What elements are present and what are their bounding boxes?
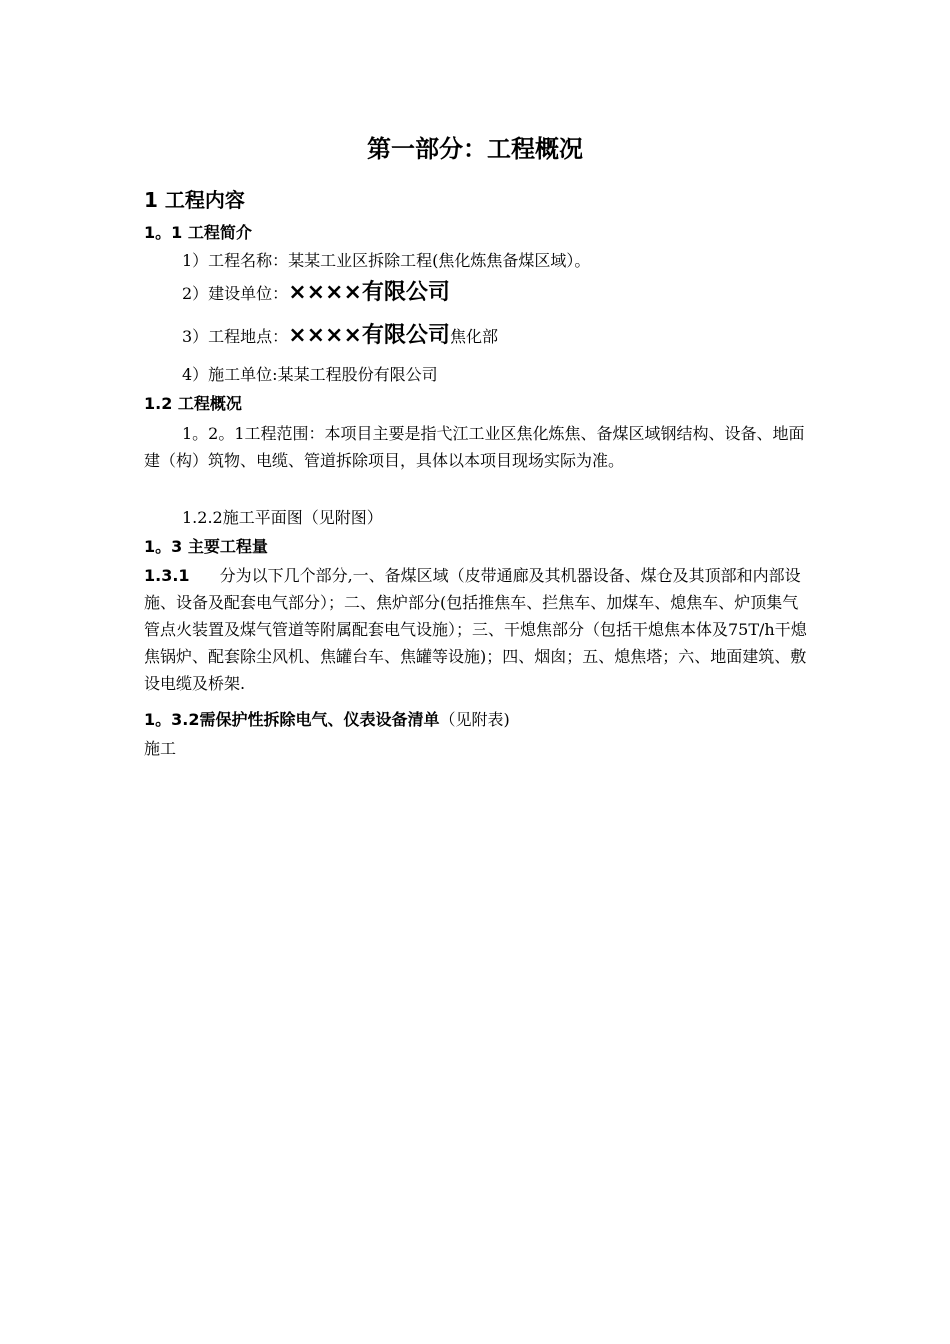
quantities-paragraph: [144, 562, 809, 697]
equipment-list-line: [144, 709, 510, 731]
section-heading-1-2: 1.2 工程概况: [144, 394, 242, 413]
project-name-line: 1）工程名称：某某工业区拆除工程(焦化炼焦备煤区域）。: [182, 251, 591, 270]
section-heading-1: 1 工程内容: [144, 188, 245, 212]
construction-unit-label: 2）建设单位：: [182, 284, 289, 303]
equipment-list-ref: （见附表): [439, 710, 510, 729]
site-plan-line: 1.2.2施工平面图（见附图）: [182, 508, 383, 527]
quantities-text: 分为以下几个部分,一、备煤区域（皮带通廊及其机器设备、煤仓及其顶部和内部设施、设备及配套电气部分）；二、焦炉部分(包括推焦车、拦焦车、加煤车、熄焦车、炉顶集气管点火装置及煤气管道等附属配套电气设施）；三、干熄焦部分（包括干熄焦本体及75T/h干熄焦锅炉、配套除尘风机、焦罐台车、焦罐等设施)；四、烟囱；五、熄焦塔；六、地面建筑、敷设电缆及桥架.: [144, 566, 807, 693]
section-heading-1-1: 1。1 工程简介: [144, 223, 252, 242]
equipment-list-title: 1。3.2需保护性拆除电气、仪表设备清单: [144, 710, 440, 729]
project-location-line: [182, 325, 498, 348]
project-location-company: ××××有限公司: [288, 323, 450, 348]
project-location-label: 3）工程地点：: [182, 327, 289, 346]
trailing-text: 施工: [144, 739, 177, 758]
project-location-suffix: 焦化部: [449, 327, 498, 346]
scope-paragraph: 1。2。1工程范围：本项目主要是指弋江工业区焦化炼焦、备煤区域钢结构、设备、地面建（构）筑物、电缆、管道拆除项目，具体以本项目现场实际为准。: [144, 424, 805, 470]
construction-unit-line: [182, 282, 450, 305]
quantities-number: 1.3.1: [144, 566, 190, 585]
page-title: 第一部分：工程概况: [367, 135, 583, 163]
construction-unit-company: ××××有限公司: [288, 280, 450, 305]
section-heading-1-3: 1。3 主要工程量: [144, 537, 268, 556]
contractor-line: 4）施工单位:某某工程股份有限公司: [182, 365, 438, 384]
